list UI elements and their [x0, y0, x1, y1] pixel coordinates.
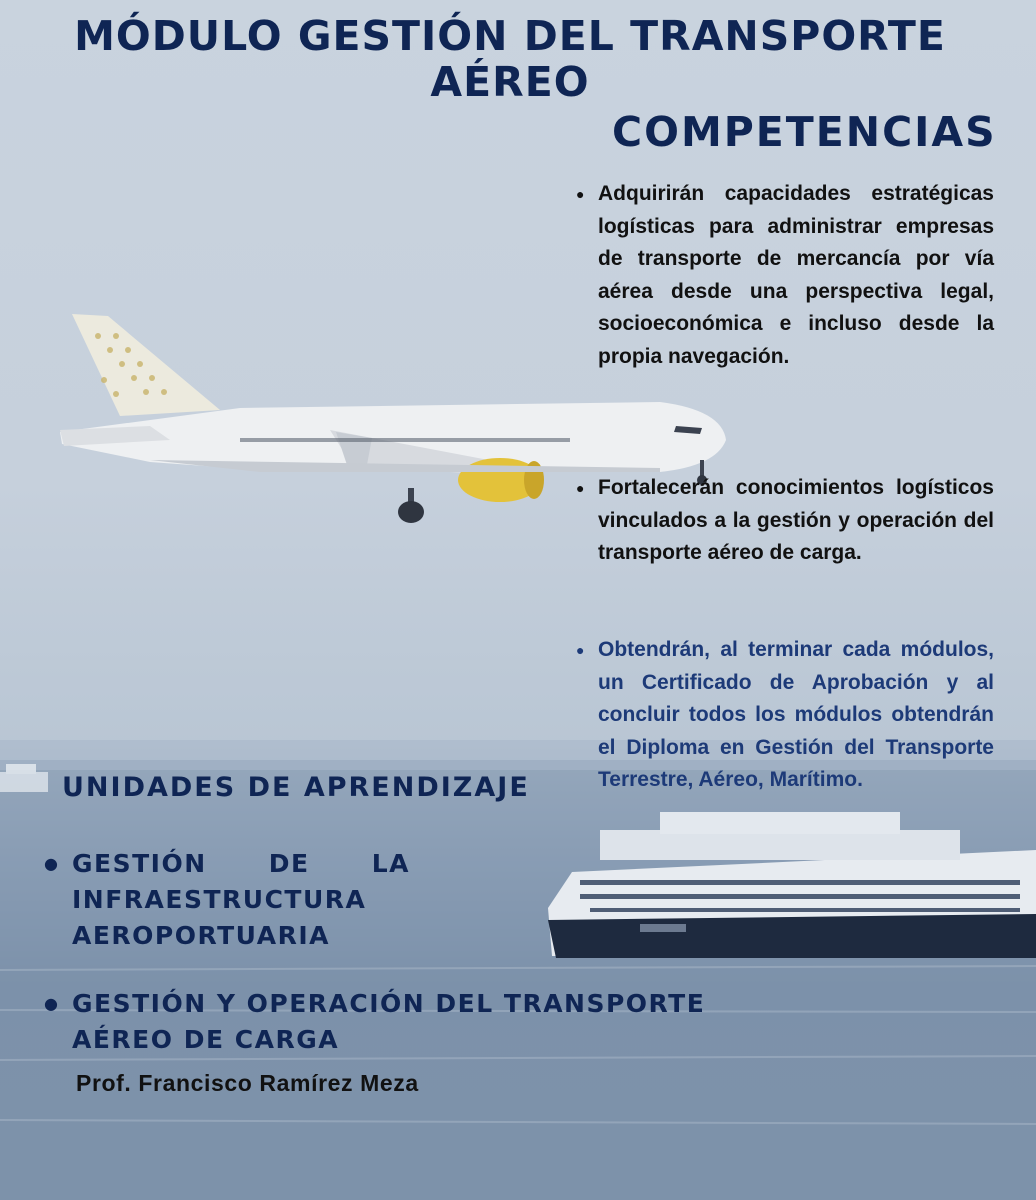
- bullet-icon: ●: [576, 642, 585, 658]
- unidad-text: GESTIÓN DE LA INFRAESTRUCTURA AEROPORTUARIA: [72, 849, 410, 950]
- competencias-heading: COMPETENCIAS: [612, 108, 997, 156]
- unidad-text: GESTIÓN Y OPERACIÓN DEL TRANSPORTE AÉREO DE CARGA: [72, 989, 706, 1054]
- competencia-text: Obtendrán, al terminar cada módulos, un Certificado de Aprobación y al concluir todos los módulos obtendrán el Diploma en Gestión del Transporte Terrestre, Aéreo, Marítimo.: [598, 638, 994, 791]
- competencia-item: [576, 178, 994, 373]
- bullet-icon: ●: [576, 186, 585, 202]
- competencia-text: Adquirirán capacidades estratégicas logísticas para administrar empresas de transporte de mercancía por vía aérea desde una perspectiva legal, socioeconómica e incluso desde la propia navegación.: [598, 182, 994, 368]
- competencia-item: [576, 472, 994, 570]
- professor-name: Prof. Francisco Ramírez Meza: [76, 1070, 419, 1096]
- unidades-heading: UNIDADES DE APRENDIZAJE: [62, 772, 530, 803]
- bullet-icon: ●: [576, 480, 585, 496]
- bullet-icon: ●: [44, 854, 60, 873]
- bullet-icon: ●: [44, 994, 60, 1013]
- competencia-item: [576, 634, 994, 797]
- competencia-text: Fortalecerán conocimientos logísticos vinculados a la gestión y operación del transporte aéreo de carga.: [598, 476, 994, 564]
- page-title-line-2: AÉREO: [430, 58, 590, 106]
- page-title-line-1: MÓDULO GESTIÓN DEL TRANSPORTE: [74, 12, 946, 60]
- unidad-item: [44, 846, 410, 954]
- unidad-item: [44, 986, 744, 1058]
